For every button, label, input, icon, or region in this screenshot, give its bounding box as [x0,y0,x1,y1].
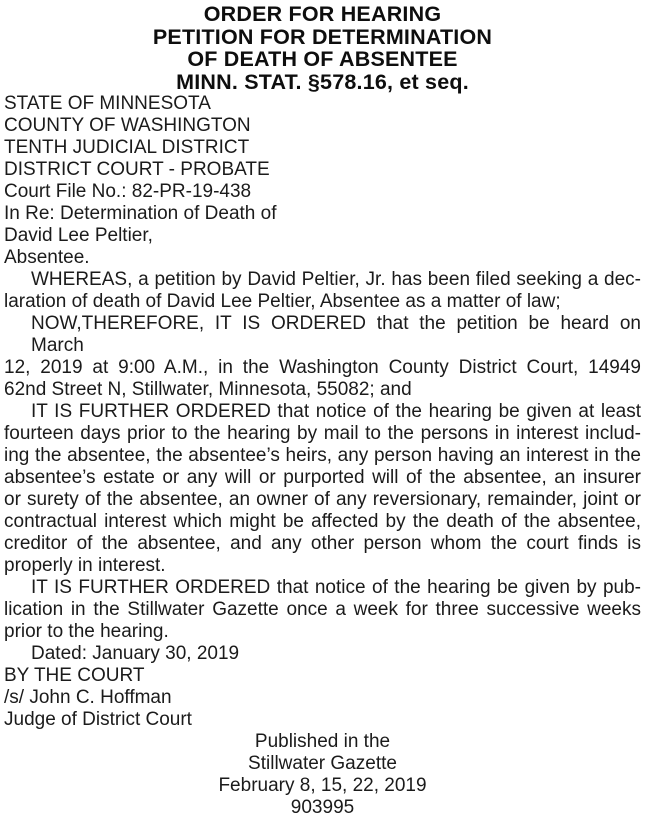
signature-line: Dated: January 30, 2019 [31,643,240,664]
notice-title-line: OF DEATH OF ABSENTEE [187,47,458,71]
body-line: 62nd Street N, Stillwater, Minnesota, 55082; and [4,379,412,400]
publication-line: Stillwater Gazette [248,753,397,774]
notice-title-line: ORDER FOR HEARING [203,2,442,26]
signature-block [4,643,641,731]
body-line: ing the absentee, the absentee’s heirs, any person having an interest in the [4,445,641,466]
caption-line: Absentee. [4,247,90,268]
body-line: 12, 2019 at 9:00 A.M., in the Washington County District Court, 14949 [4,357,641,378]
body-line: WHEREAS, a petition by David Peltier, Jr. has been filed seeking a dec- [31,269,641,290]
signature-line: /s/ John C. Hoffman [4,687,172,708]
signature-line: BY THE COURT [4,665,145,686]
body-line: laration of death of David Lee Peltier, Absentee as a matter of law; [4,291,561,312]
caption-line: COUNTY OF WASHINGTON [4,115,251,136]
publication-block [4,731,641,819]
caption-line: DISTRICT COURT - PROBATE [4,159,270,180]
signature-line: Judge of District Court [4,709,192,730]
body-line: absentee’s estate or any will or purported will of the absentee, an insurer [4,467,641,488]
body-line: NOW,THEREFORE, IT IS ORDERED that the petition be heard on March [31,313,641,356]
body-line: IT IS FURTHER ORDERED that notice of the hearing be given by pub- [31,577,641,598]
body-line: properly in interest. [4,555,166,576]
body-line: prior to the hearing. [4,621,169,642]
caption-line: Court File No.: 82-PR-19-438 [4,181,252,202]
notice-title-line: MINN. STAT. §578.16, et seq. [176,69,469,94]
body-line: creditor of the absentee, and any other person whom the court finds is [4,533,641,554]
caption-line: David Lee Peltier, [4,225,153,246]
notice-title [4,3,641,93]
body-line: IT IS FURTHER ORDERED that notice of the hearing be given at least [31,401,641,422]
body-line: or surety of the absentee, an owner of any reversionary, remainder, joint or [4,489,641,510]
notice-title-line: PETITION FOR DETERMINATION [152,24,493,49]
court-caption [4,93,641,269]
publication-line: Published in the [254,731,391,752]
caption-line: In Re: Determination of Death of [4,203,277,224]
caption-line: TENTH JUDICIAL DISTRICT [4,137,250,158]
body-line: fourteen days prior to the hearing by mail to the persons in interest includ- [4,423,641,444]
publication-line: 903995 [290,797,355,818]
publication-line: February 8, 15, 22, 2019 [218,775,427,796]
body-line: contractual interest which might be affected by the death of the absentee, [4,511,641,532]
body-line: lication in the Stillwater Gazette once a week for three successive weeks [4,599,641,620]
order-body [4,269,641,643]
caption-line: STATE OF MINNESOTA [4,93,211,114]
